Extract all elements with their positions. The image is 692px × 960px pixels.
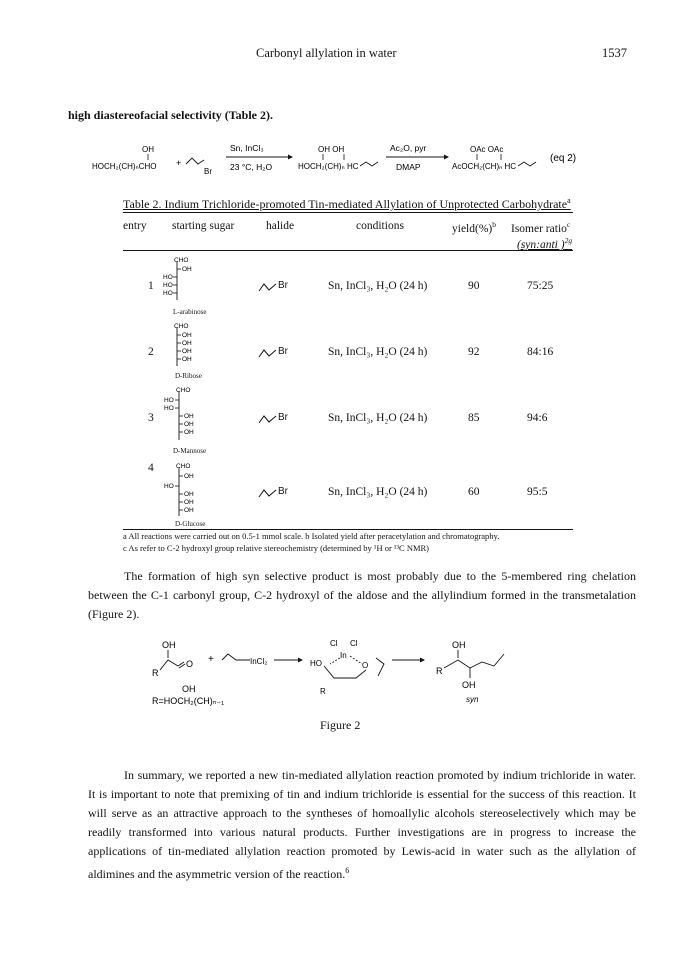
row4-allyl-bond <box>258 485 278 499</box>
fig2-o: O <box>186 659 194 669</box>
eq-step2-bottom: DMAP <box>396 162 421 172</box>
row3-sugar: D-Mannose <box>173 447 207 455</box>
paragraph-2 <box>88 766 636 884</box>
row1-ho-2: HO <box>163 282 173 289</box>
header-ratio-sub-text: (syn:anti ) <box>517 238 565 251</box>
table-footnote-2: c As refer to C-2 hydroxyl group relative stereochemistry (determined by ¹H or ¹³C NMR) <box>123 543 430 553</box>
row2-ratio: 84:16 <box>527 346 554 358</box>
equation-2-scheme <box>60 138 630 186</box>
header-yield <box>452 220 496 235</box>
figure-2-caption: Figure 2 <box>320 718 361 732</box>
paragraph-2-text: In summary, we reported a new tin-mediated allylation reaction promoted by indium trichloride in water. It is important to note that premixing of tin and indium trichloride is essential for the success of this reaction. It will serve as an attractive approach to the syntheses of homoallylic alcohols stereoselectively which may be readily transformed into various natural products. Further investigations are in progress to increase the applications of tin-mediated allylation reaction promoted by Lewis-acid in water such as the allylation of aldimines and the asymmetric version of the reaction. <box>88 768 636 881</box>
eq-step1-top: Sn, InCl₃ <box>230 143 264 153</box>
row1-entry: 1 <box>148 280 154 292</box>
table-caption-text: Table 2. Indium Trichloride-promoted Tin-mediated Allylation of Unprotected Carbohydrate <box>123 197 568 211</box>
fig2-oh-bottom: OH <box>182 684 196 694</box>
fig2-product-oh-bottom: OH <box>462 680 476 690</box>
fig2-r: R <box>152 668 159 678</box>
row2-allyl-bond <box>258 345 278 359</box>
fig2-cl-right: Cl <box>350 639 358 648</box>
fig2-in: In <box>340 651 347 660</box>
row4-entry: 4 <box>148 462 154 474</box>
row2-oh-1: OH <box>182 332 192 339</box>
header-entry: entry <box>123 220 147 232</box>
row2-entry: 2 <box>148 346 154 358</box>
header-ratio-sup: c <box>566 220 571 229</box>
fig2-incl2: InCl₂ <box>250 657 268 666</box>
row2-oh-3: OH <box>182 348 192 355</box>
fig2-ho: HO <box>310 659 322 668</box>
row3-cho: CHO <box>176 387 191 394</box>
row4-cho: CHO <box>176 463 191 470</box>
table-caption <box>123 196 571 212</box>
table-footnote-1: a All reactions were carried out on 0.5-1 mmol scale. b Isolated yield after peracetylation and chromatography. <box>123 531 500 541</box>
row4-yield: 60 <box>468 486 480 498</box>
page-number: 1537 <box>602 46 627 60</box>
row2-oh-2: OH <box>182 340 192 347</box>
row3-halide: Br <box>278 412 288 423</box>
row3-oh-3: OH <box>184 429 194 436</box>
fig2-product-r: R <box>436 666 443 676</box>
row4-oh-4: OH <box>184 507 194 514</box>
paragraph-1: The formation of high syn selective product is most probably due to the 5-membered ring chelation between the C-1 carbonyl group, C-2 hydroxyl of the aldose and the allylindium formed in the transmetalation (Figure 2). <box>88 569 636 621</box>
eq-allyl-br: Br <box>204 167 212 176</box>
eq-intermediate: HOCH₂(CH)ₙ HC <box>298 162 359 171</box>
fig2-cl-left: Cl <box>330 639 338 648</box>
header-yield-text: yield(%) <box>452 222 493 235</box>
row4-conditions: Sn, InCl₃, H₂O (24 h) <box>328 486 428 498</box>
row1-ratio: 75:25 <box>527 280 554 292</box>
eq-product-oac: OAc OAc <box>470 145 504 154</box>
row3-ho-2: HO <box>164 405 174 412</box>
row2-sugar: D-Ribose <box>175 372 202 380</box>
eq-step2-top: Ac₂O, pyr <box>390 143 427 153</box>
header-ratio-sub <box>517 236 572 251</box>
row4-oh-3: OH <box>184 499 194 506</box>
eq-reactant: HOCH₂(CH)ₙCHO <box>92 162 157 171</box>
header-sugar: starting sugar <box>172 220 235 232</box>
fig2-product-oh-top: OH <box>452 640 466 650</box>
row3-ratio: 94:6 <box>527 412 548 424</box>
row3-yield: 85 <box>468 412 480 424</box>
row4-oh-2: OH <box>184 491 194 498</box>
eq-allyl-bond <box>186 158 204 164</box>
intro-line: high diastereofacial selectivity (Table 2). <box>68 108 273 122</box>
table-top-rule <box>123 212 573 213</box>
row2-oh-4: OH <box>182 356 192 363</box>
fig2-oh-top: OH <box>162 640 176 650</box>
header-ratio-text: Isomer ratio <box>511 222 567 235</box>
row1-halide: Br <box>278 280 288 291</box>
row4-sugar: D-Glucose <box>175 520 206 528</box>
row4-fischer-structure <box>160 460 220 520</box>
eq-step1-bottom: 23 °C, H₂O <box>230 162 273 172</box>
row1-conditions: Sn, InCl₃, H₂O (24 h) <box>328 280 428 292</box>
header-yield-sup: b <box>492 220 496 229</box>
fig2-syn: syn <box>466 695 479 704</box>
row1-ho-1: HO <box>163 274 173 281</box>
row3-ho-1: HO <box>164 397 174 404</box>
row3-oh-2: OH <box>184 421 194 428</box>
row4-ho-1: HO <box>164 483 174 490</box>
row2-yield: 92 <box>468 346 480 358</box>
row2-cho: CHO <box>174 323 189 330</box>
eq-intermediate-oh: OH OH <box>318 145 345 154</box>
eq-label: (eq 2) <box>550 153 577 164</box>
table-header-rule <box>123 250 573 251</box>
row2-halide: Br <box>278 346 288 357</box>
row1-cho: CHO <box>174 257 189 264</box>
row3-fischer-structure <box>160 384 220 444</box>
row4-ratio: 95:5 <box>527 486 548 498</box>
row1-allyl-bond <box>258 279 278 293</box>
fig2-r-def: R=HOCH₂(CH)ₙ₋₁ <box>152 696 225 706</box>
fig2-chelate-r: R <box>320 687 326 696</box>
row1-sugar: L-arabinose <box>173 308 207 316</box>
header-ratio-sub-sup: 2g <box>564 236 573 245</box>
row3-entry: 3 <box>148 412 154 424</box>
row1-fischer-structure <box>160 254 220 304</box>
row1-ho-3: HO <box>163 290 173 297</box>
eq-reactant-oh: OH <box>142 145 154 154</box>
row2-fischer-structure <box>160 320 220 370</box>
row1-oh-1: OH <box>182 266 192 273</box>
paragraph-2-sup: 6 <box>345 866 350 875</box>
figure-2-scheme <box>140 636 580 716</box>
fig2-chelate-o: O <box>362 661 369 670</box>
row4-halide: Br <box>278 486 288 497</box>
eq-product: AcOCH₂(CH)ₙ HC <box>452 162 517 171</box>
row4-oh-1: OH <box>184 473 194 480</box>
table-caption-sup: a <box>567 196 571 205</box>
row3-allyl-bond <box>258 411 278 425</box>
header-ratio <box>511 220 570 235</box>
row3-conditions: Sn, InCl₃, H₂O (24 h) <box>328 412 428 424</box>
row3-oh-1: OH <box>184 413 194 420</box>
row2-conditions: Sn, InCl₃, H₂O (24 h) <box>328 346 428 358</box>
row1-yield: 90 <box>468 280 480 292</box>
header-conditions: conditions <box>356 220 404 232</box>
eq-plus: + <box>176 158 182 168</box>
fig2-plus: + <box>208 654 214 665</box>
running-header-title: Carbonyl allylation in water <box>256 46 397 60</box>
header-halide: halide <box>266 220 295 232</box>
